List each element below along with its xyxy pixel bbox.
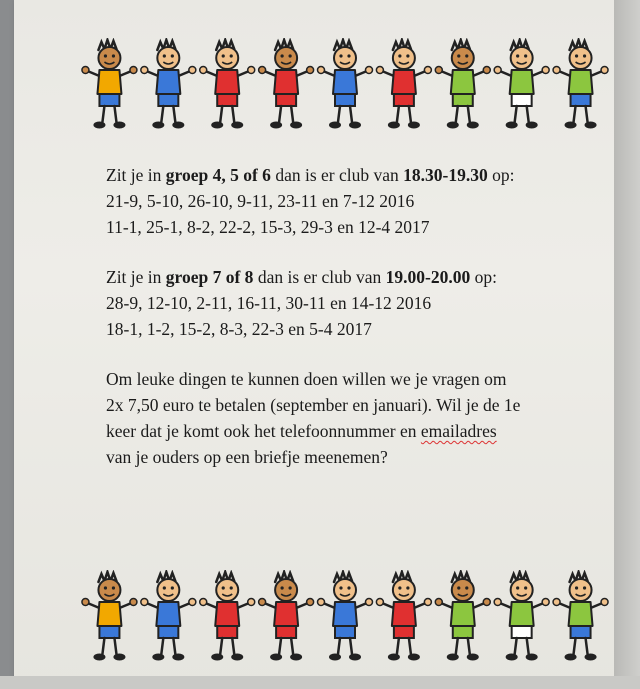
- section2-intro: [106, 264, 606, 290]
- kid-figure: [200, 40, 255, 129]
- kid-figure: [435, 40, 490, 129]
- section1-intro-pre: Zit je in: [106, 165, 166, 185]
- kid-figure: [376, 572, 431, 661]
- section2-intro-mid: dan is er club van: [253, 267, 386, 287]
- kid-figure: [553, 40, 608, 129]
- kids-illustration-bottom: [80, 570, 610, 670]
- section2-group: groep 7 of 8: [165, 267, 254, 287]
- screen-bottom-edge: [0, 676, 640, 689]
- section3-line1: Om leuke dingen te kunnen doen willen we je vragen om: [106, 369, 507, 389]
- kid-figure: [553, 572, 608, 661]
- section1-time: 18.30-19.30: [403, 165, 488, 185]
- kid-figure: [435, 572, 490, 661]
- section1-dates-line2: 11-1, 25-1, 8-2, 22-2, 15-3, 29-3 en 12-4 2017: [106, 217, 430, 237]
- kid-figure: [141, 572, 196, 661]
- section2-dates-line1: 28-9, 12-10, 2-11, 16-11, 30-11 en 14-12 2016: [106, 293, 432, 313]
- section2-time: 19.00-20.00: [385, 267, 471, 287]
- section3-line4: van je ouders op een briefje meenemen?: [106, 447, 388, 467]
- kid-figure: [494, 40, 549, 129]
- section3-line3: [106, 418, 606, 444]
- kid-figure: [82, 572, 137, 661]
- section2-intro-post: op:: [470, 267, 497, 287]
- kid-figure: [200, 572, 255, 661]
- spellcheck-flagged-word[interactable]: emailadres: [420, 421, 497, 441]
- document-text: [106, 162, 606, 470]
- kid-figure: [376, 40, 431, 129]
- section1-group: groep 4, 5 of 6: [165, 165, 271, 185]
- kid-figure: [141, 40, 196, 129]
- screen-edge: [614, 0, 640, 689]
- kid-figure: [318, 40, 373, 129]
- kids-illustration-top: [80, 38, 610, 138]
- kid-figure: [82, 40, 137, 129]
- kid-figure: [494, 572, 549, 661]
- section3-line2: 2x 7,50 euro te betalen (september en januari). Wil je de 1e: [106, 395, 521, 415]
- kids-svg: [80, 38, 610, 138]
- section1-dates-line1: 21-9, 5-10, 26-10, 9-11, 23-11 en 7-12 2016: [106, 191, 415, 211]
- section2-dates-line2: 18-1, 1-2, 15-2, 8-3, 22-3 en 5-4 2017: [106, 319, 372, 339]
- section1-intro-mid: dan is er club van: [270, 165, 404, 185]
- section1-intro-post: op:: [487, 165, 515, 185]
- kid-figure: [259, 40, 314, 129]
- kid-figure: [318, 572, 373, 661]
- kids-svg: [80, 570, 610, 670]
- section3-line3-pre: keer dat je komt ook het telefoonnummer en: [106, 421, 421, 441]
- section1-intro: [106, 162, 606, 188]
- kid-figure: [259, 572, 314, 661]
- section2-intro-pre: Zit je in: [106, 267, 166, 287]
